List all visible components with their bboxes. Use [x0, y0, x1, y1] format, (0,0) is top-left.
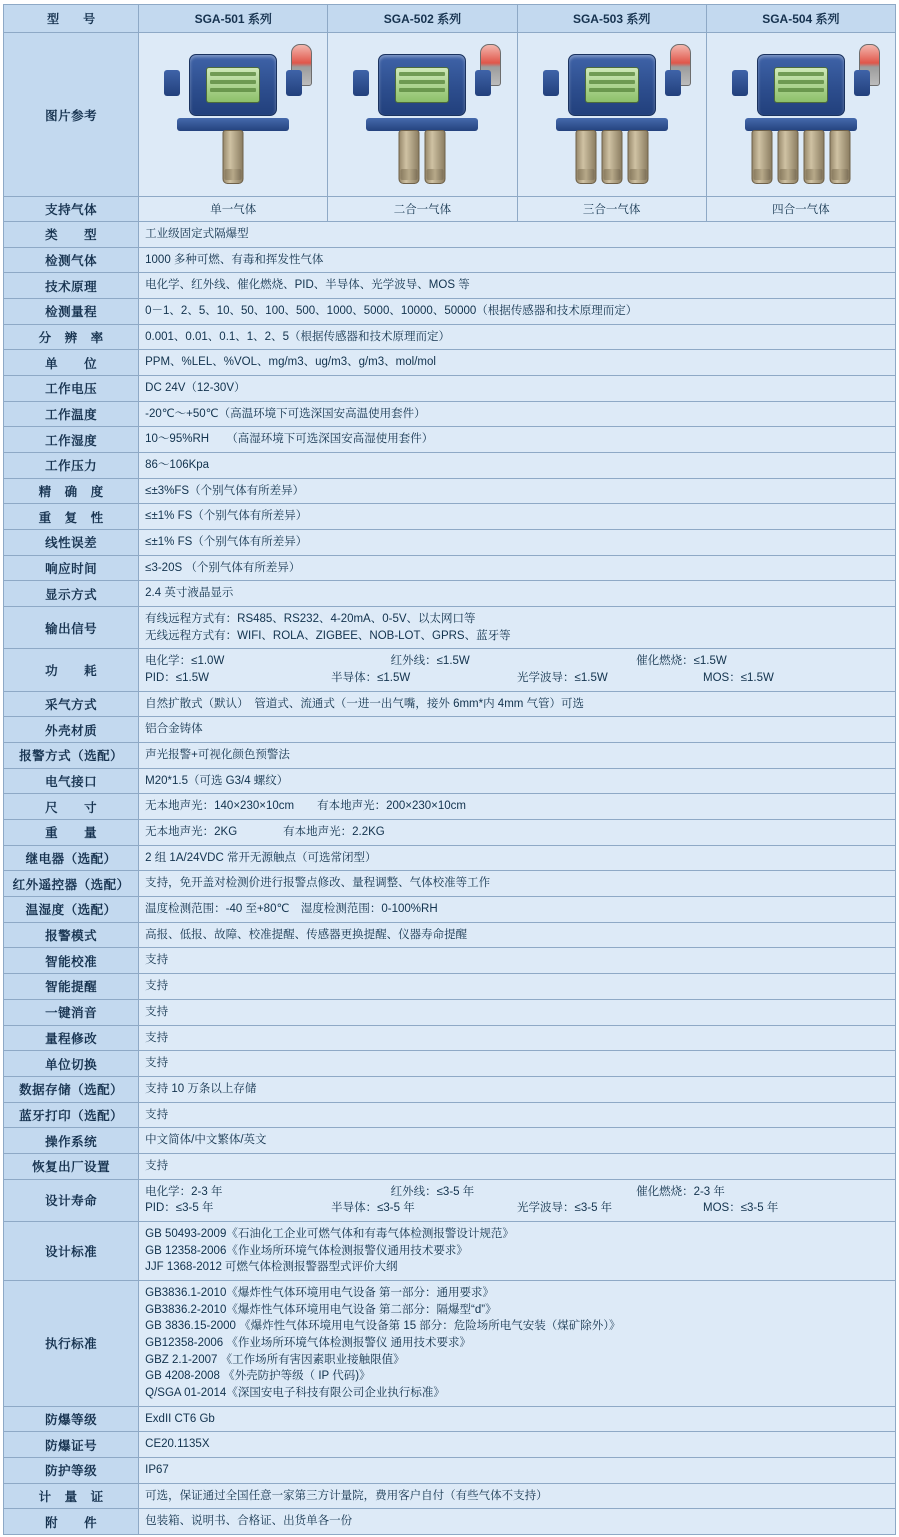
row-value — [139, 1406, 896, 1432]
row-value — [139, 1280, 896, 1406]
table-row — [4, 1406, 896, 1432]
model-header-3: SGA-503 系列 — [517, 5, 706, 33]
value-line: 支持 — [145, 1159, 169, 1172]
value-line: ≤3-20S （个别气体有所差异） — [145, 561, 301, 574]
row-value — [139, 1221, 896, 1280]
value-line: 0－1、2、5、10、50、100、500、1000、5000、10000、50000（根据传感器和技术原理而定） — [145, 305, 638, 318]
row-value — [139, 1153, 896, 1179]
row-label: 输出信号 — [4, 607, 139, 649]
value-line: 中文简体/中文繁体/英文 — [145, 1134, 267, 1147]
row-value — [139, 649, 896, 691]
table-row — [4, 299, 896, 325]
row-label: 恢复出厂设置 — [4, 1153, 139, 1179]
table-row-model — [4, 5, 896, 33]
value-line: GB3836.2-2010《爆炸性气体环境用电气设备 第二部分：隔爆型“d”》 — [145, 1303, 497, 1316]
table-row — [4, 794, 896, 820]
row-label: 检测量程 — [4, 299, 139, 325]
row-label: 分 辨 率 — [4, 324, 139, 350]
value-line — [145, 1184, 889, 1201]
table-row — [4, 999, 896, 1025]
row-label: 附 件 — [4, 1509, 139, 1535]
row-value — [139, 1483, 896, 1509]
table-row — [4, 427, 896, 453]
row-label: 红外遥控器（选配） — [4, 871, 139, 897]
sensor-probe — [425, 130, 446, 184]
value-line: GBZ 2.1-2007 《工作场所有害因素职业接触限值》 — [145, 1353, 405, 1366]
product-image-1 — [139, 33, 328, 197]
row-value — [139, 1432, 896, 1458]
row-label: 继电器（选配） — [4, 845, 139, 871]
sensor-probe — [399, 130, 420, 184]
row-label: 蓝牙打印（选配） — [4, 1102, 139, 1128]
value-line: 可选，保证通过全国任意一家第三方计量院，费用客户自付（有些气体不支持） — [145, 1489, 548, 1502]
row-label: 技术原理 — [4, 273, 139, 299]
value-line: 无本地声光：140×230×10cm 有本地声光：200×230×10cm — [145, 800, 466, 813]
value-line: CE20.1135X — [145, 1438, 210, 1451]
row-label: 线性误差 — [4, 530, 139, 556]
row-value — [139, 350, 896, 376]
row-label: 设计标准 — [4, 1221, 139, 1280]
value-line: JJF 1368-2012 可燃气体检测报警器型式评价大纲 — [145, 1261, 398, 1274]
table-row — [4, 1051, 896, 1077]
row-label: 精 确 度 — [4, 478, 139, 504]
value-line: DC 24V（12-30V） — [145, 382, 246, 395]
row-label-model: 型 号 — [4, 5, 139, 33]
row-label: 工作温度 — [4, 401, 139, 427]
value-line: M20*1.5（可选 G3/4 螺纹） — [145, 774, 289, 787]
row-value — [139, 974, 896, 1000]
table-row — [4, 974, 896, 1000]
table-body — [4, 5, 896, 1535]
row-value — [139, 247, 896, 273]
table-row — [4, 222, 896, 248]
table-row — [4, 717, 896, 743]
row-label: 操作系统 — [4, 1128, 139, 1154]
row-label: 报警方式（选配） — [4, 743, 139, 769]
lcd-screen — [395, 67, 449, 103]
value-cell: 电化学：≤1.0W — [145, 655, 225, 668]
value-line: 0.001、0.01、0.1、1、2、5（根据传感器和技术原理而定） — [145, 330, 450, 343]
sensor-probe — [751, 130, 772, 184]
row-label: 单位切换 — [4, 1051, 139, 1077]
row-label: 智能校准 — [4, 948, 139, 974]
model-header-1: SGA-501 系列 — [139, 5, 328, 33]
table-row — [4, 845, 896, 871]
value-line: IP67 — [145, 1463, 169, 1476]
row-value — [139, 222, 896, 248]
value-line: 温度检测范围：-40 至+80℃ 湿度检测范围：0-100%RH — [145, 903, 438, 916]
table-row — [4, 1483, 896, 1509]
value-line: GB 4208-2008 《外壳防护等级（ IP 代码)》 — [145, 1370, 371, 1383]
value-line: 支持 — [145, 1031, 169, 1044]
device-illustration — [527, 40, 697, 190]
row-label: 智能提醒 — [4, 974, 139, 1000]
value-line: GB 50493-2009《石油化工企业可燃气体和有毒气体检测报警设计规范》 — [145, 1227, 514, 1240]
value-line: 支持 — [145, 1005, 169, 1018]
table-row — [4, 649, 896, 691]
value-cell: MOS：≤1.5W — [703, 672, 774, 685]
value-cell: 催化燃烧：2-3 年 — [636, 1185, 725, 1198]
row-value — [139, 1025, 896, 1051]
value-cell: 红外线：≤3-5 年 — [390, 1185, 475, 1198]
mount-bracket-right — [286, 70, 302, 96]
row-label: 显示方式 — [4, 581, 139, 607]
row-label: 重 复 性 — [4, 504, 139, 530]
table-row — [4, 691, 896, 717]
value-line — [145, 653, 889, 670]
row-value — [139, 1076, 896, 1102]
row-value — [139, 1179, 896, 1221]
row-value — [139, 717, 896, 743]
table-row — [4, 1221, 896, 1280]
value-line: 包装箱、说明书、合格证、出货单各一份 — [145, 1515, 353, 1528]
value-line: -20℃～+50℃（高温环境下可选深国安高温使用套件） — [145, 407, 426, 420]
detector-housing — [757, 54, 845, 116]
value-line: GB12358-2006 《作业场所环境气体检测报警仪 通用技术要求》 — [145, 1336, 472, 1349]
row-label: 尺 寸 — [4, 794, 139, 820]
value-cell: MOS：≤3-5 年 — [703, 1202, 779, 1215]
row-label: 数据存储（选配） — [4, 1076, 139, 1102]
sensor-probe — [575, 130, 596, 184]
value-line: ≤±3%FS（个别气体有所差异） — [145, 484, 305, 497]
table-row — [4, 1102, 896, 1128]
sensor-probe — [829, 130, 850, 184]
row-value — [139, 794, 896, 820]
value-line: Q/SGA 01-2014《深国安电子科技有限公司企业执行标准》 — [145, 1386, 445, 1399]
table-row — [4, 1280, 896, 1406]
value-cell: 电化学：2-3 年 — [145, 1185, 223, 1198]
value-line: 支持 10 万条以上存储 — [145, 1082, 257, 1095]
row-value — [139, 607, 896, 649]
value-line: ≤±1% FS（个别气体有所差异） — [145, 510, 308, 523]
value-cell: 催化燃烧：≤1.5W — [636, 655, 727, 668]
value-line: 声光报警+可视化颜色预警法 — [145, 749, 290, 762]
table-row — [4, 273, 896, 299]
detector-housing — [378, 54, 466, 116]
value-cell: 红外线：≤1.5W — [390, 655, 470, 668]
row-value — [139, 504, 896, 530]
row-label: 检测气体 — [4, 247, 139, 273]
table-row — [4, 1076, 896, 1102]
value-line: 2 组 1A/24VDC 常开无源触点（可选常闭型） — [145, 851, 377, 864]
table-row — [4, 820, 896, 846]
row-value — [139, 530, 896, 556]
mount-bracket-right — [854, 70, 870, 96]
table-row — [4, 948, 896, 974]
table-row — [4, 350, 896, 376]
row-label: 电气接口 — [4, 768, 139, 794]
row-value — [139, 273, 896, 299]
mount-bracket-left — [732, 70, 748, 96]
table-row-supported-gas — [4, 197, 896, 222]
row-value — [139, 376, 896, 402]
row-label: 响应时间 — [4, 555, 139, 581]
row-value — [139, 922, 896, 948]
value-line — [145, 670, 889, 687]
table-row — [4, 1025, 896, 1051]
supported-gas-4: 四合一气体 — [706, 197, 895, 222]
detector-housing — [568, 54, 656, 116]
row-value — [139, 1051, 896, 1077]
table-row — [4, 1432, 896, 1458]
model-header-2: SGA-502 系列 — [328, 5, 517, 33]
value-line: 支持 — [145, 954, 169, 967]
table-row — [4, 768, 896, 794]
value-line: 86～106Kpa — [145, 459, 210, 472]
row-label: 功 耗 — [4, 649, 139, 691]
row-value — [139, 427, 896, 453]
row-value — [139, 1457, 896, 1483]
row-label: 重 量 — [4, 820, 139, 846]
row-value — [139, 871, 896, 897]
row-label: 工作压力 — [4, 453, 139, 479]
row-value — [139, 555, 896, 581]
value-line: 工业级固定式隔爆型 — [145, 228, 249, 240]
mount-bracket-right — [475, 70, 491, 96]
row-value — [139, 299, 896, 325]
row-label: 报警模式 — [4, 922, 139, 948]
row-value — [139, 401, 896, 427]
value-line: 有线远程方式有：RS485、RS232、4-20mA、0-5V、以太网口等 — [145, 613, 476, 626]
table-row — [4, 1179, 896, 1221]
row-label: 防爆证号 — [4, 1432, 139, 1458]
table-row — [4, 1128, 896, 1154]
row-label: 执行标准 — [4, 1280, 139, 1406]
table-row — [4, 530, 896, 556]
row-label: 单 位 — [4, 350, 139, 376]
supported-gas-2: 二合一气体 — [328, 197, 517, 222]
value-line: 支持 — [145, 1108, 169, 1121]
row-value — [139, 768, 896, 794]
supported-gas-1: 单一气体 — [139, 197, 328, 222]
row-value — [139, 948, 896, 974]
row-value — [139, 845, 896, 871]
row-label: 设计寿命 — [4, 1179, 139, 1221]
row-value — [139, 324, 896, 350]
mount-bracket-left — [543, 70, 559, 96]
row-label: 工作电压 — [4, 376, 139, 402]
model-header-4: SGA-504 系列 — [706, 5, 895, 33]
value-line: 1000 多种可燃、有毒和挥发性气体 — [145, 253, 324, 266]
lcd-screen — [206, 67, 260, 103]
row-value — [139, 897, 896, 923]
product-image-4 — [706, 33, 895, 197]
value-line: 无线远程方式有：WIFI、ROLA、ZIGBEE、NOB-LOT、GPRS、蓝牙等 — [145, 629, 511, 642]
row-label: 工作湿度 — [4, 427, 139, 453]
row-value — [139, 820, 896, 846]
value-cell: 半导体：≤3-5 年 — [331, 1202, 415, 1215]
table-row — [4, 897, 896, 923]
row-label-supported-gas: 支持气体 — [4, 197, 139, 222]
table-row — [4, 555, 896, 581]
mount-bracket-right — [665, 70, 681, 96]
table-row — [4, 1457, 896, 1483]
row-value — [139, 1128, 896, 1154]
value-line: 高报、低报、故障、校准提醒、传感器更换提醒、仪器寿命提醒 — [145, 928, 468, 941]
specification-table — [3, 4, 896, 1535]
sensor-probe — [803, 130, 824, 184]
value-line: GB3836.1-2010《爆炸性气体环境用电气设备 第一部分：通用要求》 — [145, 1286, 495, 1299]
value-line: 10～95%RH （高湿环境下可选深国安高湿使用套件） — [145, 433, 434, 446]
sensor-probe — [777, 130, 798, 184]
lcd-screen — [774, 67, 828, 103]
row-value — [139, 478, 896, 504]
table-row — [4, 376, 896, 402]
device-illustration — [337, 40, 507, 190]
row-value — [139, 691, 896, 717]
supported-gas-3: 三合一气体 — [517, 197, 706, 222]
value-line: 支持 — [145, 1057, 169, 1070]
value-line: GB 12358-2006《作业场所环境气体检测报警仪通用技术要求》 — [145, 1244, 468, 1257]
lcd-screen — [585, 67, 639, 103]
row-label: 温湿度（选配） — [4, 897, 139, 923]
detector-housing — [189, 54, 277, 116]
value-line: 自然扩散式（默认） 管道式、流通式（一进一出气嘴，接外 6mm*内 4mm 气管）可选 — [145, 697, 585, 710]
table-row — [4, 607, 896, 649]
value-line: ≤±1% FS（个别气体有所差异） — [145, 536, 308, 549]
row-value — [139, 743, 896, 769]
row-value — [139, 999, 896, 1025]
table-row — [4, 324, 896, 350]
sensor-probe — [601, 130, 622, 184]
device-illustration — [716, 40, 886, 190]
row-label: 类 型 — [4, 222, 139, 248]
row-value — [139, 581, 896, 607]
table-row — [4, 401, 896, 427]
device-illustration — [148, 40, 318, 190]
row-label: 防爆等级 — [4, 1406, 139, 1432]
row-label: 量程修改 — [4, 1025, 139, 1051]
row-value — [139, 1102, 896, 1128]
row-label-image: 图片参考 — [4, 33, 139, 197]
value-line: 无本地声光：2KG 有本地声光：2.2KG — [145, 826, 385, 839]
row-label: 外壳材质 — [4, 717, 139, 743]
table-row — [4, 504, 896, 530]
value-line: 支持 — [145, 980, 169, 993]
table-row — [4, 743, 896, 769]
table-row — [4, 247, 896, 273]
value-cell: 半导体：≤1.5W — [331, 672, 411, 685]
row-label: 计 量 证 — [4, 1483, 139, 1509]
table-row — [4, 478, 896, 504]
value-cell: PID：≤1.5W — [145, 672, 209, 685]
product-image-3 — [517, 33, 706, 197]
value-cell: 光学波导：≤3-5 年 — [517, 1202, 613, 1215]
value-line: GB 3836.15-2000 《爆炸性气体环境用电气设备第 15 部分：危险场所电气安装（煤矿除外）》 — [145, 1320, 621, 1333]
row-label: 一键消音 — [4, 999, 139, 1025]
value-line — [145, 1200, 889, 1217]
table-row — [4, 1509, 896, 1535]
value-line: 电化学、红外线、催化燃烧、PID、半导体、光学波导、MOS 等 — [145, 279, 470, 292]
sensor-probe — [223, 130, 244, 184]
table-row — [4, 581, 896, 607]
product-image-2 — [328, 33, 517, 197]
value-line: 支持，免开盖对检测价进行报警点修改、量程调整、气体校准等工作 — [145, 877, 491, 890]
sensor-probe — [627, 130, 648, 184]
value-cell: PID：≤3-5 年 — [145, 1202, 214, 1215]
table-row — [4, 453, 896, 479]
row-label: 采气方式 — [4, 691, 139, 717]
value-line: ExdII CT6 Gb — [145, 1412, 215, 1425]
row-value — [139, 1509, 896, 1535]
value-line: 铝合金铸体 — [145, 723, 203, 736]
value-line: PPM、%LEL、%VOL、mg/m3、ug/m3、g/m3、mol/mol — [145, 356, 436, 369]
table-row — [4, 1153, 896, 1179]
mount-bracket-left — [353, 70, 369, 96]
row-value — [139, 453, 896, 479]
table-row — [4, 922, 896, 948]
value-cell: 光学波导：≤1.5W — [517, 672, 608, 685]
table-row — [4, 871, 896, 897]
value-line: 2.4 英寸液晶显示 — [145, 587, 234, 600]
table-row-image — [4, 33, 896, 197]
row-label: 防护等级 — [4, 1457, 139, 1483]
mount-bracket-left — [164, 70, 180, 96]
